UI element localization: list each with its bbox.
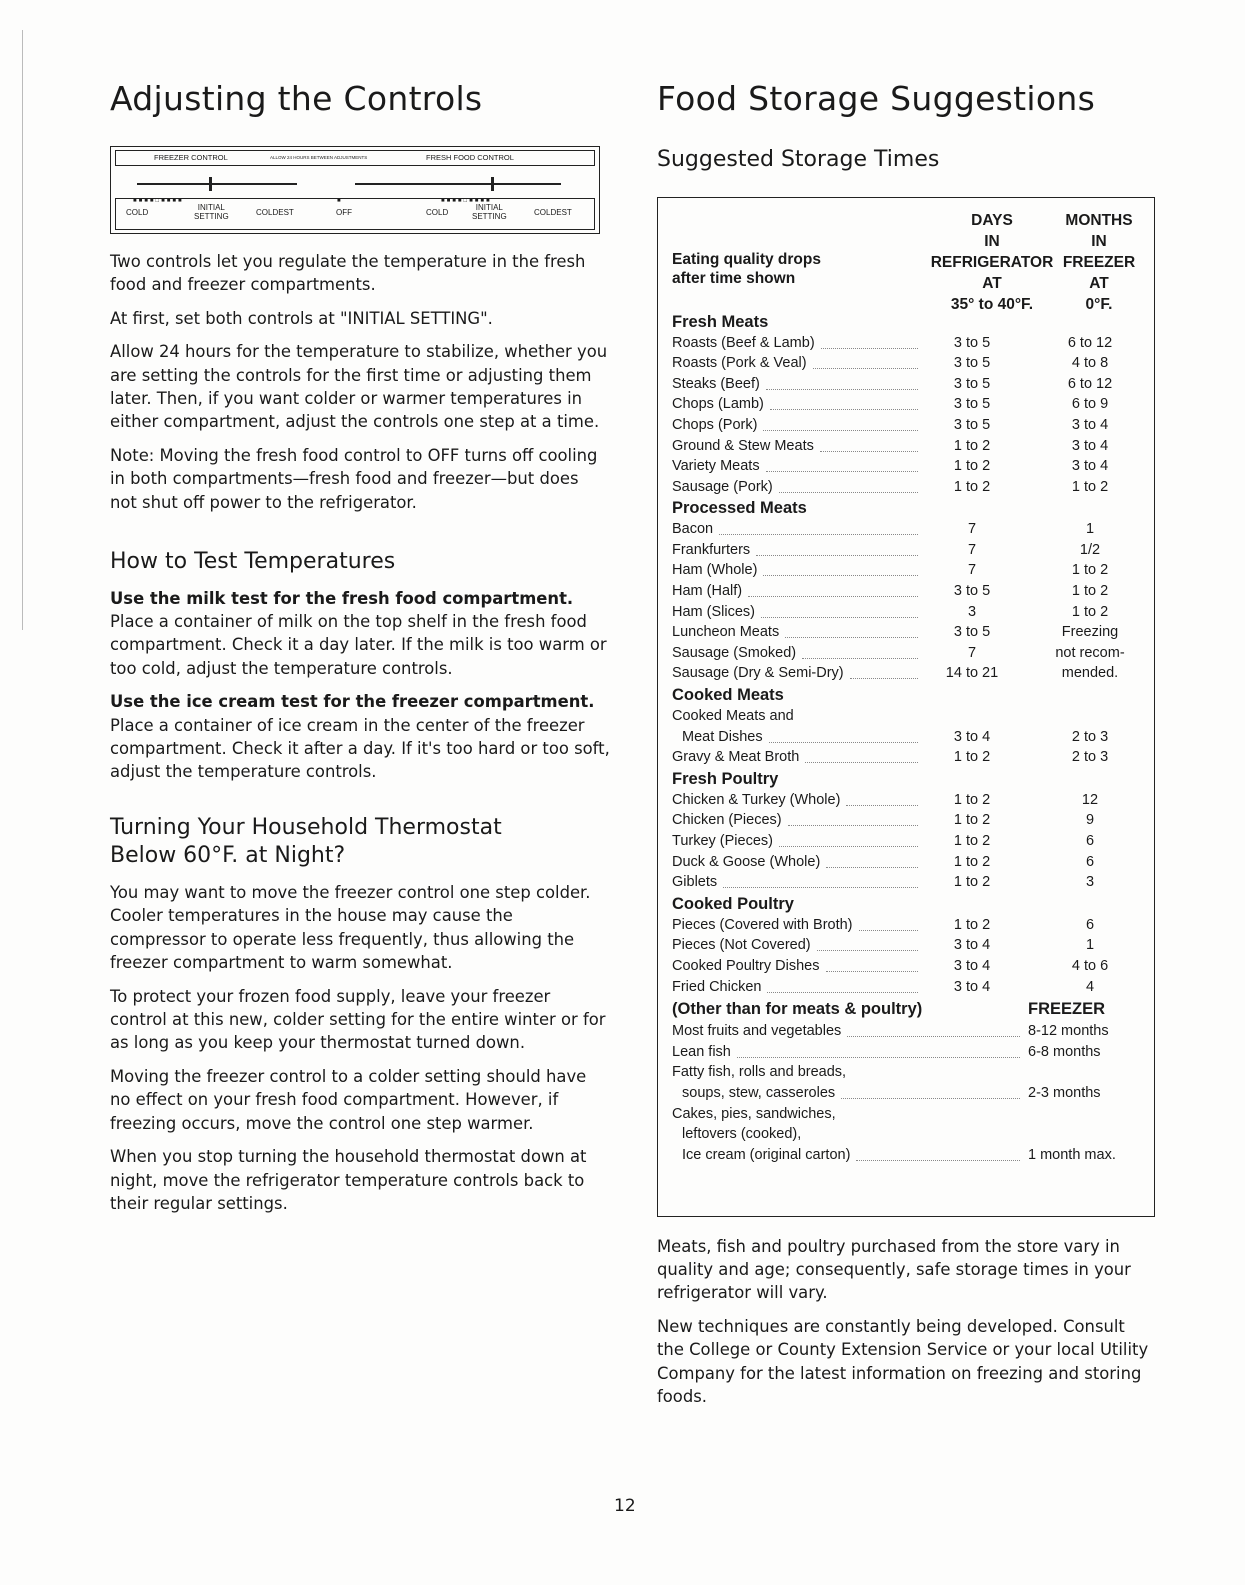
dot-leader — [847, 1035, 1020, 1037]
other-foods-label: (Other than for meats & poultry) — [672, 1000, 923, 1019]
food-label: Chicken & Turkey (Whole) — [672, 791, 841, 808]
refrigerator-days: 1 to 2 — [953, 478, 991, 495]
refrigerator-days: 3 to 5 — [953, 416, 991, 433]
freezer-months: 1 to 2 — [1071, 583, 1109, 600]
dot-leader — [737, 1056, 1020, 1058]
table-row — [672, 935, 1148, 956]
refrigerator-days: 1 to 2 — [953, 437, 991, 454]
allow-hours-label: ALLOW 24 HOURS BETWEEN ADJUSTMENTS — [270, 154, 368, 160]
food-label: Lean fish — [672, 1043, 731, 1060]
freezer-months: Freezing — [1061, 624, 1119, 641]
refrigerator-days: 1 to 2 — [953, 812, 991, 829]
freezer-column-label: FREEZER — [1028, 1000, 1106, 1019]
refrigerator-days: 3 to 4 — [953, 728, 991, 745]
refrigerator-days: 3 to 4 — [953, 937, 991, 954]
table-row — [672, 915, 1148, 936]
table-row — [672, 1083, 1148, 1104]
food-label: Chicken (Pieces) — [672, 812, 782, 829]
refrigerator-days: 1 to 2 — [953, 916, 991, 933]
scale-initial-setting: INITIAL SETTING — [194, 202, 229, 221]
controls-paragraph-1: Two controls let you regulate the temperature in the fresh food and freezer compartments. — [110, 251, 586, 295]
dot-leader — [748, 595, 918, 597]
scale-cold: COLD — [126, 207, 149, 217]
scale-cold-fresh: COLD — [426, 207, 449, 217]
dot-leader — [763, 574, 918, 576]
category-heading: Cooked Meats — [672, 686, 784, 705]
fresh-step-marks: ■■■■□■■■■ — [441, 197, 492, 204]
food-label: Duck & Goose (Whole) — [672, 853, 821, 870]
table-row — [672, 333, 1148, 354]
scale-coldest-fresh: COLDEST — [534, 207, 572, 217]
refrigerator-days: 7 — [967, 562, 977, 579]
table-row — [672, 374, 1148, 395]
controls-paragraph-3: Allow 24 hours for the temperature to stabilize, whether you are setting the controls for the first time or adjusting them later. Then, if you want colder or warmer temperatures in either compartment, adjust the controls one step at a time. — [110, 342, 608, 432]
refrigerator-days: 1 to 2 — [953, 791, 991, 808]
food-label: Most fruits and vegetables — [672, 1023, 842, 1040]
diagram-header — [115, 150, 595, 166]
diagram-scale — [115, 198, 595, 230]
storage-table — [657, 197, 1155, 1217]
freezer-months: 2 to 3 — [1071, 749, 1109, 766]
food-label: Chops (Lamb) — [672, 396, 764, 413]
fresh-food-slider-track — [355, 183, 561, 185]
table-row — [672, 643, 1148, 664]
freezer-step-marks: ■■■■□■■■■ — [133, 197, 184, 204]
category-heading: Cooked Poultry — [672, 894, 794, 913]
storage-note-1: Meats, fish and poultry purchased from the store vary in quality and age; consequently, safe storage times in your refrigerator will vary. — [657, 1236, 1131, 1303]
scale-initial-setting-fresh: INITIAL SETTING — [472, 202, 507, 221]
food-label: Sausage (Dry & Semi-Dry) — [672, 665, 844, 682]
dot-leader — [788, 824, 918, 826]
dot-leader — [766, 470, 918, 472]
dot-leader — [756, 554, 918, 556]
dot-leader — [821, 347, 918, 349]
table-row — [672, 436, 1148, 457]
freezer-months: 9 — [1085, 812, 1095, 829]
refrigerator-days: 3 to 5 — [953, 624, 991, 641]
page-title-storage: Food Storage Suggestions — [657, 79, 1096, 118]
table-row — [672, 353, 1148, 374]
table-row — [672, 747, 1148, 768]
dot-leader — [723, 886, 918, 888]
table-row — [672, 1145, 1148, 1166]
food-label: Variety Meats — [672, 458, 760, 475]
months-column-header: MONTHS IN FREEZER AT 0°F. — [1062, 211, 1136, 313]
food-label: Meat Dishes — [682, 728, 763, 745]
freezer-time: 1 month max. — [1028, 1146, 1116, 1163]
table-row — [672, 540, 1148, 561]
dot-leader — [826, 866, 918, 868]
freezer-months: mended. — [1061, 665, 1119, 682]
dot-leader — [761, 616, 918, 618]
thermostat-paragraph-1: You may want to move the freezer control one step colder. Cooler temperatures in the house may cause the compressor to operate less frequently, thus allowing the freezer compartment to warm somewhat. — [110, 883, 591, 973]
dot-leader — [785, 636, 918, 638]
dot-leader — [841, 1097, 1020, 1099]
table-row — [672, 519, 1148, 540]
test-temperatures-heading: How to Test Temperatures — [110, 549, 396, 574]
right-column — [657, 80, 1155, 1418]
food-label: Ham (Half) — [672, 583, 743, 600]
food-label: Fatty fish, rolls and breads, — [672, 1064, 847, 1081]
refrigerator-days: 3 to 5 — [953, 396, 991, 413]
refrigerator-days: 3 to 4 — [953, 978, 991, 995]
refrigerator-days: 1 to 2 — [953, 749, 991, 766]
scale-off: OFF — [336, 207, 352, 217]
days-column-header: DAYS IN REFRIGERATOR AT 35° to 40°F. — [930, 211, 1054, 313]
table-row — [672, 1124, 1148, 1145]
freezer-months: 3 — [1085, 874, 1095, 891]
refrigerator-days: 3 to 5 — [953, 355, 991, 372]
dot-leader — [850, 677, 918, 679]
left-column — [110, 80, 610, 1225]
table-row — [672, 1042, 1148, 1063]
controls-paragraph-2: At first, set both controls at "INITIAL SETTING". — [110, 308, 493, 328]
table-row — [672, 956, 1148, 977]
milk-test-heading: Use the milk test for the fresh food compartment. — [110, 588, 574, 608]
refrigerator-days: 14 to 21 — [945, 665, 999, 682]
food-label: Cooked Meats and — [672, 708, 794, 725]
food-label: Ham (Whole) — [672, 562, 758, 579]
table-row — [672, 706, 1148, 727]
dot-leader — [817, 949, 918, 951]
table-row — [672, 415, 1148, 436]
table-row — [672, 581, 1148, 602]
food-label: Ham (Slices) — [672, 603, 755, 620]
dot-leader — [767, 991, 918, 993]
freezer-slider-knob[interactable] — [209, 177, 212, 191]
food-label: Cooked Poultry Dishes — [672, 957, 820, 974]
dot-leader — [856, 1159, 1020, 1161]
storage-table-header — [658, 198, 1154, 313]
freezer-months: 6 — [1085, 853, 1095, 870]
freezer-months: 1 to 2 — [1071, 603, 1109, 620]
table-intro: Eating quality drops after time shown — [672, 250, 821, 287]
dot-leader — [766, 388, 918, 390]
freezer-months: 1/2 — [1079, 541, 1101, 558]
food-label: Steaks (Beef) — [672, 375, 760, 392]
category-heading: Fresh Poultry — [672, 769, 779, 788]
food-label: Luncheon Meats — [672, 624, 780, 641]
dot-leader — [813, 367, 918, 369]
freezer-months: 6 — [1085, 833, 1095, 849]
food-label: Chops (Pork) — [672, 416, 758, 433]
freezer-slider-track — [137, 183, 297, 185]
table-row — [672, 602, 1148, 623]
freezer-months: 6 — [1085, 916, 1095, 933]
table-row — [672, 852, 1148, 873]
ice-cream-test-text: Place a container of ice cream in the center of the freezer compartment. Check it after a day. If it's too hard or too soft, adjust the temperature controls. — [110, 715, 610, 782]
storage-note-2: New techniques are constantly being developed. Consult the College or County Extension Service or your local Utility Company for the latest information on freezing and storing foods. — [657, 1316, 1149, 1406]
refrigerator-days: 1 to 2 — [953, 833, 991, 849]
freezer-months: 6 to 9 — [1071, 396, 1109, 413]
dot-leader — [779, 491, 918, 493]
freezer-months: 3 to 4 — [1071, 437, 1109, 454]
freezer-time: 6-8 months — [1028, 1043, 1101, 1060]
freezer-months: 4 to 6 — [1071, 957, 1109, 974]
page-title-controls: Adjusting the Controls — [110, 79, 483, 118]
freezer-months: 3 to 4 — [1071, 458, 1109, 475]
freezer-time: 8-12 months — [1028, 1023, 1109, 1040]
freezer-months: 3 to 4 — [1071, 416, 1109, 433]
table-row — [672, 394, 1148, 415]
freezer-months: 4 — [1085, 978, 1095, 995]
food-label: Fried Chicken — [672, 978, 762, 995]
ice-cream-test-heading: Use the ice cream test for the freezer compartment. — [110, 692, 595, 712]
milk-test-text: Place a container of milk on the top shelf in the fresh food compartment. Check it a day later. If the milk is too warm or too cold, adjust the temperature controls. — [110, 612, 607, 678]
storage-subtitle: Suggested Storage Times — [657, 146, 940, 172]
freezer-months: 2 to 3 — [1071, 728, 1109, 745]
dot-leader — [763, 429, 918, 431]
thermostat-paragraph-2: To protect your frozen food supply, leave your freezer control at this new, colder setting for the entire winter or for as long as you keep your thermostat turned down. — [110, 986, 606, 1053]
table-row — [672, 977, 1148, 998]
freezer-months: 1 — [1085, 937, 1095, 954]
food-label: Roasts (Beef & Lamb) — [672, 334, 815, 351]
refrigerator-days: 3 to 5 — [953, 375, 991, 392]
off-step-mark: ■ — [337, 197, 343, 204]
food-label: Giblets — [672, 874, 718, 891]
table-row — [672, 663, 1148, 684]
food-label: Pieces (Not Covered) — [672, 937, 811, 954]
table-row — [672, 456, 1148, 477]
refrigerator-days: 3 to 4 — [953, 957, 991, 974]
food-label: Sausage (Smoked) — [672, 644, 797, 661]
refrigerator-days: 1 to 2 — [953, 874, 991, 891]
storage-table-body — [672, 311, 1148, 1166]
freezer-months: 6 to 12 — [1067, 375, 1113, 392]
dot-leader — [859, 929, 918, 931]
table-row — [672, 727, 1148, 748]
dot-leader — [802, 657, 918, 659]
food-label: leftovers (cooked), — [682, 1126, 802, 1143]
table-row — [672, 1104, 1148, 1125]
table-row — [672, 622, 1148, 643]
dot-leader — [770, 408, 918, 410]
fresh-food-control-label: FRESH FOOD CONTROL — [426, 152, 514, 162]
table-row — [672, 831, 1148, 852]
dot-leader — [820, 450, 918, 452]
table-row — [672, 477, 1148, 498]
control-diagram — [110, 146, 600, 234]
freezer-months: 1 — [1085, 521, 1095, 538]
food-label: Bacon — [672, 521, 714, 538]
other-foods-heading — [672, 997, 1148, 1021]
freezer-months: 4 to 8 — [1071, 355, 1109, 372]
category-heading: Processed Meats — [672, 499, 807, 518]
table-row — [672, 1062, 1148, 1083]
freezer-months: 1 to 2 — [1071, 478, 1109, 495]
food-label: Gravy & Meat Broth — [672, 749, 800, 766]
food-label: Ground & Stew Meats — [672, 437, 814, 454]
fresh-food-slider-knob[interactable] — [491, 177, 494, 191]
food-label: Cakes, pies, sandwiches, — [672, 1105, 836, 1122]
refrigerator-days: 3 — [967, 603, 977, 620]
page-number: 12 — [614, 1496, 636, 1516]
dot-leader — [779, 845, 918, 847]
refrigerator-days: 7 — [967, 541, 977, 558]
margin-rule — [22, 30, 23, 630]
storage-notes — [657, 1235, 1155, 1409]
refrigerator-days: 7 — [967, 644, 977, 661]
table-row — [672, 810, 1148, 831]
dot-leader — [805, 761, 918, 763]
table-row — [672, 1021, 1148, 1042]
dot-leader — [769, 741, 918, 743]
food-label: Pieces (Covered with Broth) — [672, 916, 853, 933]
category-heading: Fresh Meats — [672, 312, 769, 331]
freezer-time: 2-3 months — [1028, 1084, 1101, 1101]
dot-leader — [719, 533, 918, 535]
table-row — [672, 560, 1148, 581]
food-label: Turkey (Pieces) — [672, 833, 773, 849]
food-label: Roasts (Pork & Veal) — [672, 355, 807, 372]
freezer-months: not recom- — [1055, 644, 1125, 661]
thermostat-paragraph-3: Moving the freezer control to a colder setting should have no effect on your fresh food compartment. However, if freezing occurs, move the control one step warmer. — [110, 1066, 587, 1133]
food-label: soups, stew, casseroles — [682, 1084, 836, 1101]
freezer-months: 1 to 2 — [1071, 562, 1109, 579]
dot-leader — [826, 970, 918, 972]
refrigerator-days: 3 to 5 — [953, 583, 991, 600]
food-label: Frankfurters — [672, 541, 751, 558]
refrigerator-days: 1 to 2 — [953, 458, 991, 475]
freezer-months: 12 — [1081, 791, 1099, 808]
food-label: Sausage (Pork) — [672, 478, 773, 495]
freezer-months: 6 to 12 — [1067, 334, 1113, 351]
refrigerator-days: 7 — [967, 521, 977, 538]
table-row — [672, 872, 1148, 893]
table-row — [672, 790, 1148, 811]
thermostat-heading: Turning Your Household Thermostat Below 60°F. at Night? — [110, 814, 502, 869]
refrigerator-days: 1 to 2 — [953, 853, 991, 870]
scale-coldest: COLDEST — [256, 207, 294, 217]
dot-leader — [846, 804, 918, 806]
refrigerator-days: 3 to 5 — [953, 334, 991, 351]
thermostat-paragraph-4: When you stop turning the household thermostat down at night, move the refrigerator temperature controls back to their regular settings. — [110, 1147, 587, 1213]
freezer-control-label: FREEZER CONTROL — [154, 152, 228, 162]
controls-note: Note: Moving the fresh food control to OFF turns off cooling in both compartments—fresh food and freezer—but does not shut off power to the refrigerator. — [110, 445, 598, 512]
food-label: Ice cream (original carton) — [682, 1146, 851, 1163]
